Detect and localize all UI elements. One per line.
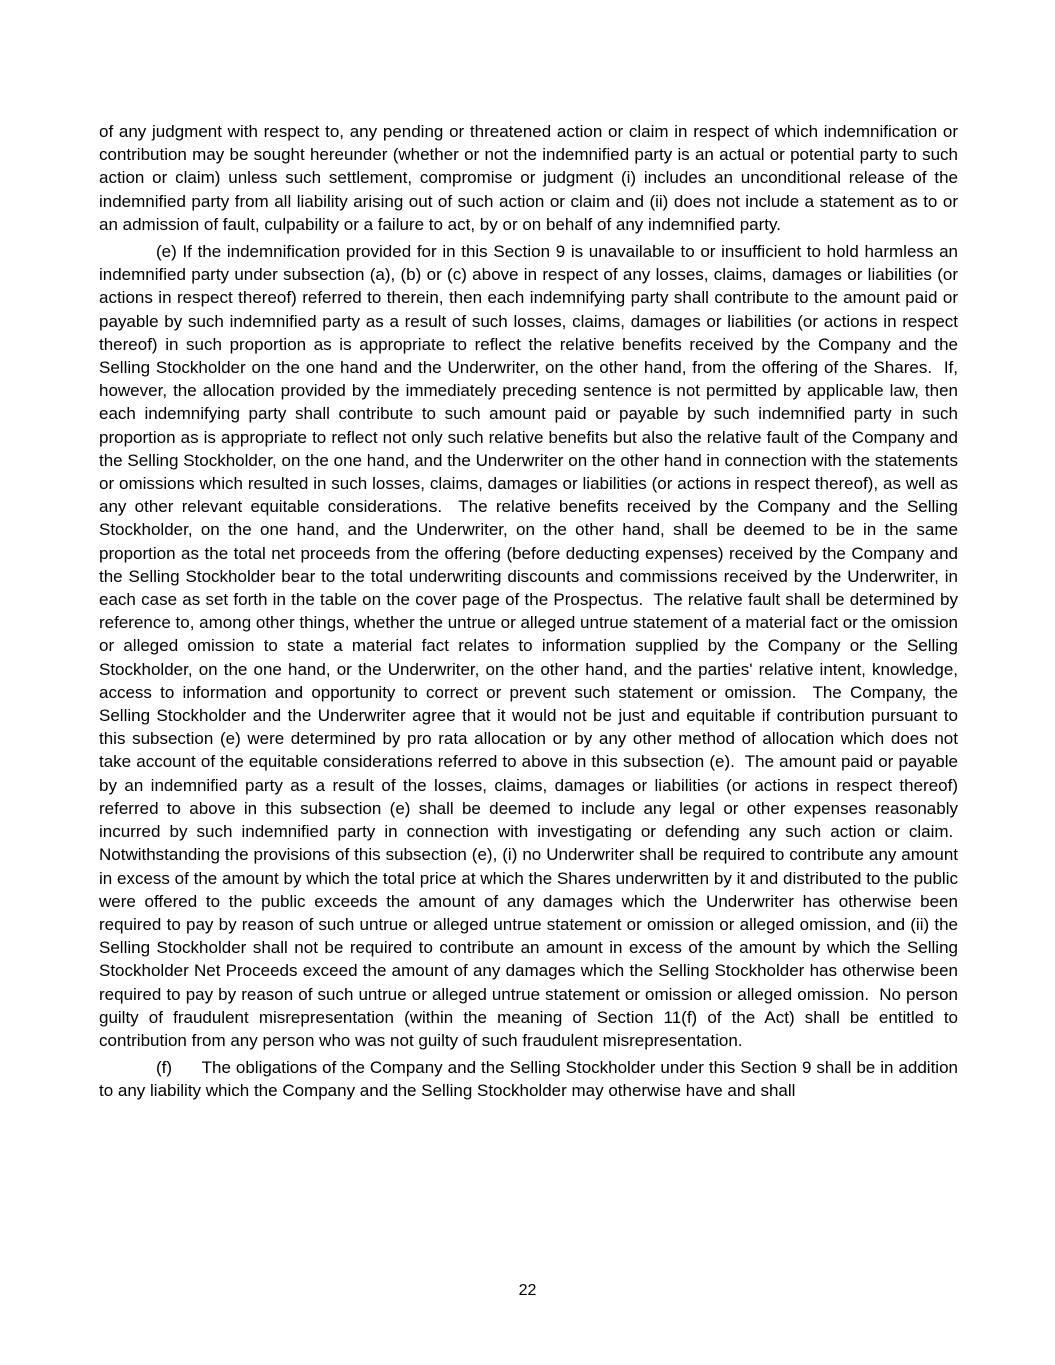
paragraph-subsection-f: (f) The obligations of the Company and the Selling Stockholder under this Section 9 shall be in addition to any liability which the Company and the Selling Stockholder may otherwise have and shall (99, 1058, 958, 1101)
paragraph-subsection-e: (e) If the indemnification provided for in this Section 9 is unavailable to or insufficient to hold harmless an indemnified party under subsection (a), (b) or (c) above in respect of any losses, claims, damages or liabilities (or actions in respect thereof) referred to therein, then each indemnifying party shall contribute to the amount paid or payable by such indemnified party as a result of such losses, claims, damages or liabilities (or actions in respect thereof) in such proportion as is appropriate to reflect the relative benefits received by the Company and the Selling Stockholder on the one hand and the Underwriter, on the other hand, from the offering of the Shares. If, however, the allocation provided by the immediately preceding sentence is not permitted by applicable law, then each indemnifying party shall contribute to such amount paid or payable by such indemnified party in such proportion as is appropriate to reflect not only such relative benefits but also the relative fault of the Company and the Selling Stockholder, on the one hand, and the Underwriter on the other hand in connection with the statements or omissions which resulted in such losses, claims, damages or liabilities (or actions in respect thereof), as well as any other relevant equitable considerations. The relative benefits received by the Company and the Selling Stockholder, on the one hand, and the Underwriter, on the other hand, shall be deemed to be in the same proportion as the total net proceeds from the offering (before deducting expenses) received by the Company and the Selling Stockholder bear to the total underwriting discounts and commissions received by the Underwriter, in each case as set forth in the table on the cover page of the Prospectus. The relative fault shall be determined by reference to, among other things, whether the untrue or alleged untrue statement of a material fact or the omission or alleged omission to state a material fact relates to information supplied by the Company or the Selling Stockholder, on the one hand, or the Underwriter, on the other hand, and the parties' relative intent, knowledge, access to information and opportunity to correct or prevent such statement or omission. The Company, the Selling Stockholder and the Underwriter agree that it would not be just and equitable if contribution pursuant to this subsection (e) were determined by pro rata allocation or by any other method of allocation which does not take account of the equitable considerations referred to above in this subsection (e). The amount paid or payable by an indemnified party as a result of the losses, claims, damages or liabilities (or actions in respect thereof) referred to above in this subsection (e) shall be deemed to include any legal or other expenses reasonably incurred by such indemnified party in connection with investigating or defending any such action or claim. Notwithstanding the provisions of this subsection (e), (i) no Underwriter shall be required to contribute any amount in excess of the amount by which the total price at which the Shares underwritten by it and distributed to the public were offered to the public exceeds the amount of any damages which the Underwriter has otherwise been required to pay by reason of such untrue or alleged untrue statement or omission or alleged omission, and (ii) the Selling Stockholder shall not be required to contribute an amount in excess of the amount by which the Selling Stockholder Net Proceeds exceed the amount of any damages which the Selling Stockholder has otherwise been required to pay by reason of such untrue or alleged untrue statement or omission or alleged omission. No person guilty of fraudulent misrepresentation (within the meaning of Section 11(f) of the Act) shall be entitled to contribution from any person who was not guilty of such fraudulent misrepresentation. (99, 242, 958, 1050)
page-number: 22 (518, 1282, 537, 1299)
page-body-text (99, 120, 958, 1107)
paragraph-continuation: of any judgment with respect to, any pending or threatened action or claim in respect of which indemnification or contribution may be sought hereunder (whether or not the indemnified party is an actual or potential party to such action or claim) unless such settlement, compromise or judgment (i) includes an unconditional release of the indemnified party from all liability arising out of such action or claim and (ii) does not include a statement as to or an admission of fault, culpability or a failure to act, by or on behalf of any indemnified party. (99, 122, 958, 234)
